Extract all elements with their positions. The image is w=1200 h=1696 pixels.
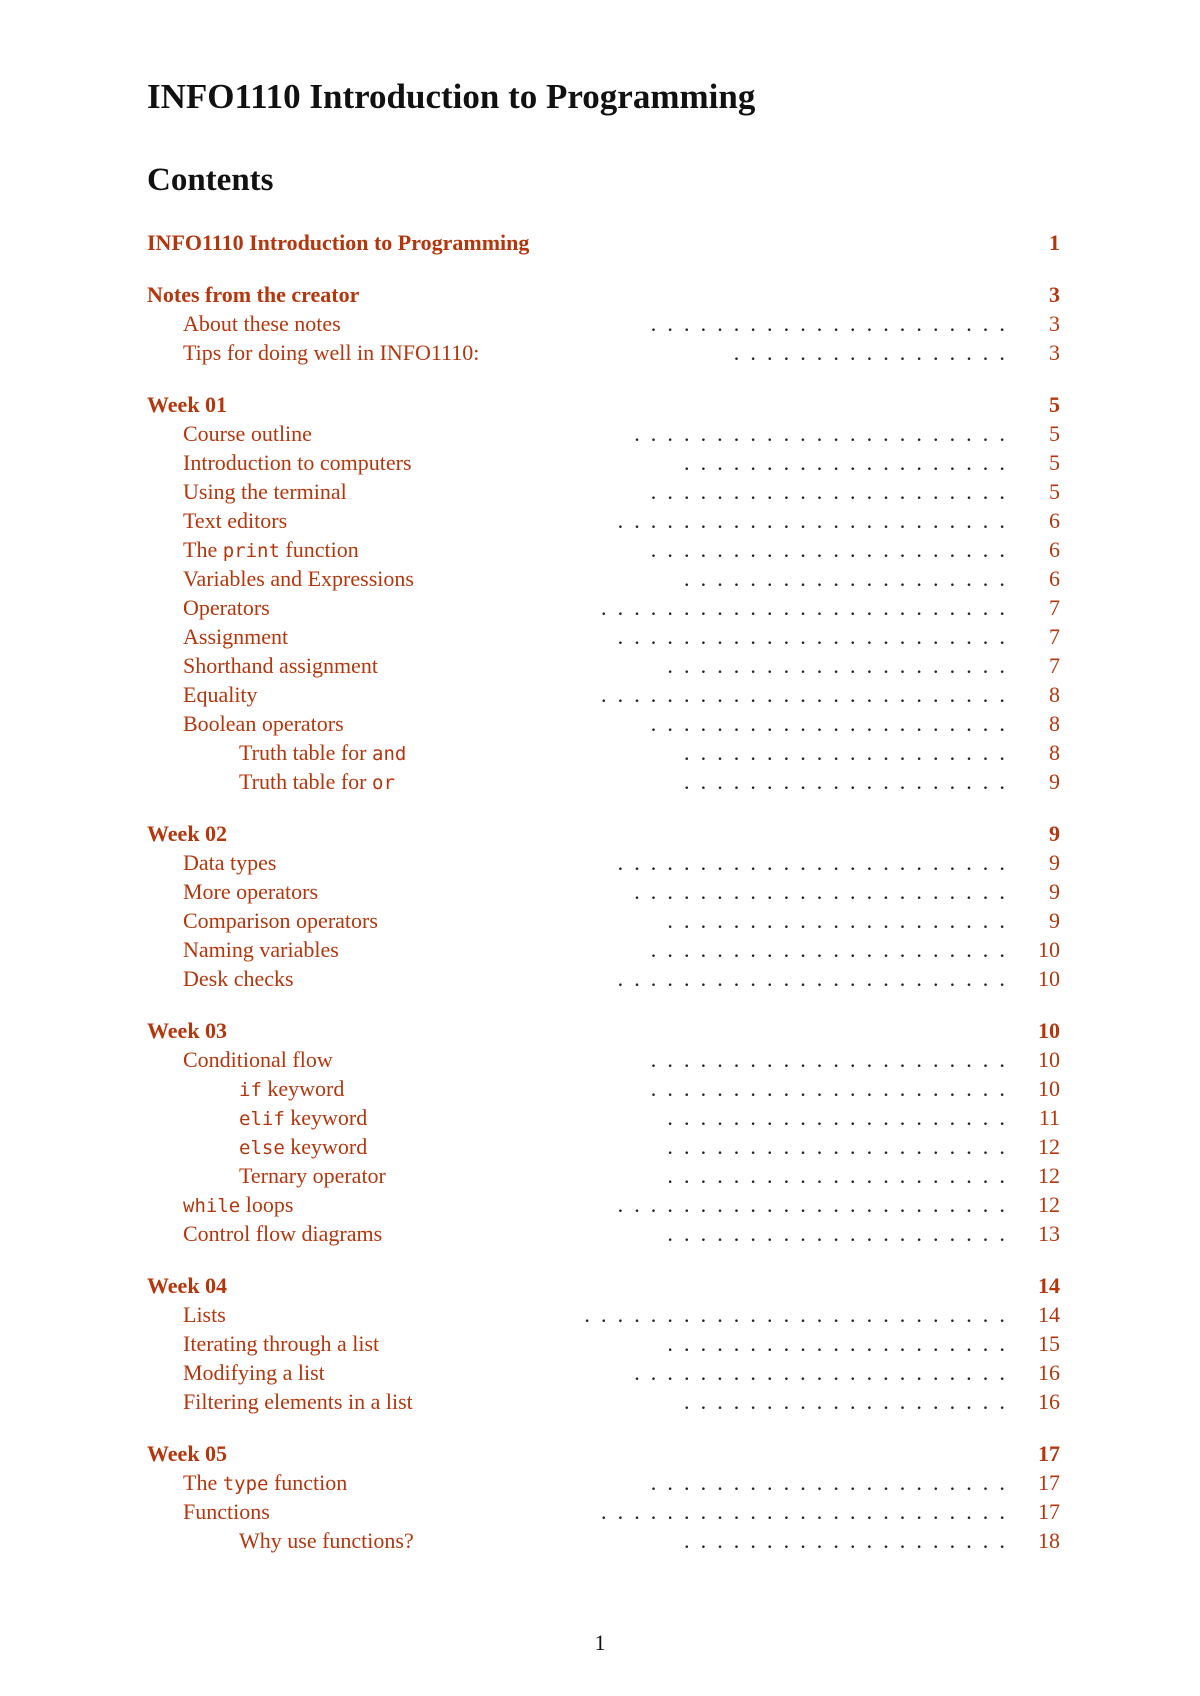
toc-entry-label[interactable]: Control flow diagrams bbox=[183, 1221, 383, 1246]
toc-entry[interactable] bbox=[147, 709, 1060, 738]
toc-entry[interactable] bbox=[147, 448, 1060, 477]
toc-entry-code: type bbox=[222, 1473, 269, 1495]
toc-entry-label-text: keyword bbox=[284, 1134, 368, 1159]
toc-leader-dots: .................... bbox=[684, 1389, 1016, 1414]
toc-leader-dots: ......................... bbox=[601, 682, 1016, 707]
toc-entry-label[interactable] bbox=[239, 1132, 367, 1163]
toc-entry-label[interactable]: Filtering elements in a list bbox=[183, 1389, 413, 1414]
toc-entry-code: elif bbox=[239, 1108, 285, 1130]
toc-page-number[interactable]: 15 bbox=[1038, 1331, 1060, 1356]
toc-page-number[interactable]: 9 bbox=[1049, 908, 1060, 933]
toc-leader-dots: ........................ bbox=[617, 624, 1016, 649]
toc-entry-label[interactable]: Iterating through a list bbox=[183, 1331, 380, 1356]
toc-leader-dots: ...................... bbox=[650, 311, 1016, 336]
toc-entry-label[interactable]: Course outline bbox=[183, 421, 312, 446]
toc-leader-dots: ................. bbox=[733, 340, 1016, 365]
toc-page-number[interactable]: 5 bbox=[1049, 421, 1060, 446]
toc-entry[interactable] bbox=[147, 738, 1060, 767]
toc-entry-label[interactable]: Notes from the creator bbox=[147, 282, 360, 307]
toc-page-number[interactable]: 6 bbox=[1049, 508, 1060, 533]
toc-page-number[interactable]: 8 bbox=[1049, 711, 1060, 736]
toc-entry-code: else bbox=[239, 1137, 285, 1159]
toc-leader-dots: ...................... bbox=[650, 937, 1016, 962]
toc-entry-label[interactable]: Variables and Expressions bbox=[183, 566, 414, 591]
toc-entry-label-text: function bbox=[279, 537, 359, 562]
toc-leader-dots: ....................... bbox=[634, 1360, 1016, 1385]
toc-section-entry[interactable] bbox=[147, 819, 1060, 848]
toc-leader-dots: ..................... bbox=[667, 1163, 1016, 1188]
toc-entry-label[interactable] bbox=[183, 1190, 293, 1221]
page-number: 1 bbox=[594, 1630, 606, 1655]
toc-page-number[interactable]: 17 bbox=[1038, 1441, 1060, 1466]
toc-entry-label[interactable]: Ternary operator bbox=[239, 1163, 386, 1188]
toc-entry-label[interactable] bbox=[239, 738, 406, 769]
toc-leader-dots: ...................... bbox=[650, 1047, 1016, 1072]
toc-entry-label[interactable]: Lists bbox=[183, 1302, 226, 1327]
toc-page-number[interactable]: 10 bbox=[1038, 1018, 1060, 1043]
toc-entry-label[interactable]: Conditional flow bbox=[183, 1047, 333, 1072]
toc-leader-dots: ........................ bbox=[617, 966, 1016, 991]
toc-entry[interactable] bbox=[147, 622, 1060, 651]
toc-page-number[interactable]: 12 bbox=[1038, 1163, 1060, 1188]
toc-page-number[interactable]: 1 bbox=[1049, 230, 1060, 255]
toc-page-number[interactable]: 3 bbox=[1049, 311, 1060, 336]
toc-leader-dots: ..................... bbox=[667, 908, 1016, 933]
toc-entry-label[interactable]: About these notes bbox=[183, 311, 341, 336]
toc-section-entry[interactable] bbox=[147, 280, 1060, 309]
toc-entry[interactable] bbox=[147, 906, 1060, 935]
toc-page-number[interactable]: 5 bbox=[1049, 392, 1060, 417]
toc-entry[interactable] bbox=[147, 338, 1060, 367]
toc-entry-label[interactable] bbox=[239, 767, 395, 798]
toc-leader-dots: ..................... bbox=[667, 1134, 1016, 1159]
toc-page-number[interactable]: 9 bbox=[1049, 821, 1060, 846]
toc-entry-label-text: loops bbox=[240, 1192, 294, 1217]
toc-leader-dots: ...................... bbox=[650, 711, 1016, 736]
toc-leader-dots: .......................... bbox=[584, 1302, 1016, 1327]
toc-page-number[interactable]: 9 bbox=[1049, 769, 1060, 794]
document-title: INFO1110 Introduction to Programming bbox=[147, 77, 756, 116]
toc-entry[interactable] bbox=[147, 477, 1060, 506]
toc-entry[interactable] bbox=[147, 1358, 1060, 1387]
toc-entry[interactable] bbox=[147, 1161, 1060, 1190]
toc-entry-code: or bbox=[372, 772, 395, 794]
toc-page-number[interactable]: 12 bbox=[1038, 1192, 1060, 1217]
toc-entry-label[interactable]: Boolean operators bbox=[183, 711, 344, 736]
toc-entry[interactable] bbox=[147, 877, 1060, 906]
toc-page-number[interactable]: 8 bbox=[1049, 740, 1060, 765]
toc-entry[interactable] bbox=[147, 1074, 1060, 1103]
toc-entry[interactable] bbox=[147, 535, 1060, 564]
toc-entry-code: if bbox=[239, 1079, 262, 1101]
toc-entry-label-text: The bbox=[183, 537, 223, 562]
toc-leader-dots: ........................ bbox=[617, 1192, 1016, 1217]
toc-page-number[interactable]: 6 bbox=[1049, 537, 1060, 562]
toc-entry-label-text: function bbox=[268, 1470, 348, 1495]
toc-entry[interactable] bbox=[147, 1103, 1060, 1132]
toc-leader-dots: ..................... bbox=[667, 1221, 1016, 1246]
toc-entry[interactable] bbox=[147, 564, 1060, 593]
toc-entry-label[interactable]: Modifying a list bbox=[183, 1360, 325, 1385]
toc-page-number[interactable]: 3 bbox=[1049, 282, 1060, 307]
toc-leader-dots: ......................... bbox=[601, 595, 1016, 620]
toc-leader-dots: ..................... bbox=[667, 1331, 1016, 1356]
toc-section-entry[interactable] bbox=[147, 1271, 1060, 1300]
toc-entry-label[interactable]: Week 05 bbox=[147, 1441, 228, 1466]
toc-leader-dots: .................... bbox=[684, 450, 1016, 475]
toc-entry-label[interactable]: Equality bbox=[183, 682, 258, 707]
toc-section-entry[interactable] bbox=[147, 228, 1060, 257]
toc-page-number[interactable]: 7 bbox=[1049, 653, 1060, 678]
toc-entry[interactable] bbox=[147, 1300, 1060, 1329]
toc-leader-dots: ....................... bbox=[634, 879, 1016, 904]
toc-leader-dots: ...................... bbox=[650, 1076, 1016, 1101]
toc-leader-dots: .................... bbox=[684, 769, 1016, 794]
toc-leader-dots: ..................... bbox=[667, 1105, 1016, 1130]
toc-page-number[interactable]: 12 bbox=[1038, 1134, 1060, 1159]
toc-entry[interactable] bbox=[147, 419, 1060, 448]
toc-page-number[interactable]: 14 bbox=[1038, 1302, 1060, 1327]
toc-entry[interactable] bbox=[147, 1468, 1060, 1497]
toc-page-number[interactable]: 6 bbox=[1049, 566, 1060, 591]
toc-page-number[interactable]: 5 bbox=[1049, 479, 1060, 504]
contents-heading: Contents bbox=[147, 162, 274, 198]
toc-entry-label[interactable]: INFO1110 Introduction to Programming bbox=[147, 230, 530, 255]
toc-entry[interactable] bbox=[147, 935, 1060, 964]
toc-leader-dots: ...................... bbox=[650, 537, 1016, 562]
toc-leader-dots: ........................ bbox=[617, 508, 1016, 533]
toc-page-number[interactable]: 3 bbox=[1049, 340, 1060, 365]
toc-page-number[interactable]: 11 bbox=[1038, 1105, 1060, 1130]
toc-entry-label[interactable]: Introduction to computers bbox=[183, 450, 412, 475]
toc-entry[interactable] bbox=[147, 1329, 1060, 1358]
toc-entry-label[interactable]: Tips for doing well in INFO1110: bbox=[183, 340, 480, 365]
toc-entry-label[interactable]: Operators bbox=[183, 595, 270, 620]
toc-page-number[interactable]: 9 bbox=[1049, 879, 1060, 904]
toc-entry-label[interactable]: Week 02 bbox=[147, 821, 228, 846]
toc-page-number[interactable]: 7 bbox=[1049, 595, 1060, 620]
toc-entry[interactable] bbox=[147, 767, 1060, 796]
toc-leader-dots: .................... bbox=[684, 1528, 1016, 1553]
toc-entry-label[interactable]: Text editors bbox=[183, 508, 288, 533]
toc-page-number[interactable]: 16 bbox=[1038, 1360, 1060, 1385]
toc-entry-code: print bbox=[222, 540, 280, 562]
toc-leader-dots: ........................ bbox=[617, 850, 1016, 875]
toc-entry-label[interactable]: Week 01 bbox=[147, 392, 228, 417]
toc-entry[interactable] bbox=[147, 506, 1060, 535]
table-of-contents bbox=[147, 228, 1060, 1555]
toc-section-entry[interactable] bbox=[147, 1439, 1060, 1468]
toc-entry-label[interactable]: Week 03 bbox=[147, 1018, 228, 1043]
toc-page-number[interactable]: 10 bbox=[1038, 937, 1060, 962]
toc-entry[interactable] bbox=[147, 1190, 1060, 1219]
toc-page-number[interactable]: 5 bbox=[1049, 450, 1060, 475]
toc-page-number[interactable]: 18 bbox=[1038, 1528, 1060, 1553]
toc-page-number[interactable]: 17 bbox=[1038, 1499, 1060, 1524]
toc-leader-dots: ....................... bbox=[634, 421, 1016, 446]
toc-leader-dots: .................... bbox=[684, 740, 1016, 765]
toc-entry-label[interactable] bbox=[183, 1468, 347, 1499]
toc-entry-label[interactable] bbox=[239, 1074, 344, 1105]
toc-entry[interactable] bbox=[147, 1387, 1060, 1416]
toc-entry[interactable] bbox=[147, 1526, 1060, 1555]
toc-entry-label[interactable]: Desk checks bbox=[183, 966, 294, 991]
toc-entry-code: while bbox=[183, 1195, 241, 1217]
toc-entry-label[interactable]: Shorthand assignment bbox=[183, 653, 378, 678]
toc-page-number[interactable]: 14 bbox=[1038, 1273, 1060, 1298]
toc-entry[interactable] bbox=[147, 1045, 1060, 1074]
toc-entry-label-text: Truth table for bbox=[239, 769, 373, 794]
toc-entry-label[interactable]: More operators bbox=[183, 879, 319, 904]
toc-page-number[interactable]: 16 bbox=[1038, 1389, 1060, 1414]
toc-entry[interactable] bbox=[147, 1132, 1060, 1161]
toc-entry[interactable] bbox=[147, 1219, 1060, 1248]
toc-entry[interactable] bbox=[147, 680, 1060, 709]
toc-entry-label-text: Truth table for bbox=[239, 740, 373, 765]
toc-page-number[interactable]: 9 bbox=[1049, 850, 1060, 875]
toc-entry-label[interactable]: Data types bbox=[183, 850, 277, 875]
toc-entry[interactable] bbox=[147, 309, 1060, 338]
toc-page-number[interactable]: 7 bbox=[1049, 624, 1060, 649]
toc-entry-label[interactable]: Week 04 bbox=[147, 1273, 228, 1298]
toc-entry-label[interactable]: Assignment bbox=[183, 624, 289, 649]
toc-entry-label-text: The bbox=[183, 1470, 223, 1495]
toc-entry-label-text: keyword bbox=[284, 1105, 368, 1130]
toc-entry[interactable] bbox=[147, 848, 1060, 877]
toc-entry[interactable] bbox=[147, 1497, 1060, 1526]
toc-entry-label[interactable]: Comparison operators bbox=[183, 908, 378, 933]
toc-page-number[interactable]: 17 bbox=[1038, 1470, 1060, 1495]
toc-entry[interactable] bbox=[147, 651, 1060, 680]
toc-page-number[interactable]: 13 bbox=[1038, 1221, 1060, 1246]
toc-leader-dots: .................... bbox=[684, 566, 1016, 591]
toc-leader-dots: ...................... bbox=[650, 1470, 1016, 1495]
toc-page-number[interactable]: 10 bbox=[1038, 1047, 1060, 1072]
toc-entry-code: and bbox=[372, 743, 407, 765]
toc-entry-label[interactable]: Functions bbox=[183, 1499, 270, 1524]
toc-leader-dots: ...................... bbox=[650, 479, 1016, 504]
toc-section-entry[interactable] bbox=[147, 390, 1060, 419]
toc-entry-label[interactable] bbox=[183, 535, 359, 566]
toc-page-number[interactable]: 10 bbox=[1038, 1076, 1060, 1101]
toc-entry[interactable] bbox=[147, 593, 1060, 622]
toc-entry-label[interactable]: Why use functions? bbox=[239, 1528, 414, 1553]
toc-entry-label-text: keyword bbox=[261, 1076, 345, 1101]
toc-leader-dots: ......................... bbox=[601, 1499, 1016, 1524]
toc-page-number[interactable]: 10 bbox=[1038, 966, 1060, 991]
toc-section-entry[interactable] bbox=[147, 1016, 1060, 1045]
toc-entry-label[interactable]: Naming variables bbox=[183, 937, 339, 962]
toc-leader-dots: ..................... bbox=[667, 653, 1016, 678]
toc-page-number[interactable]: 8 bbox=[1049, 682, 1060, 707]
toc-entry-label[interactable] bbox=[239, 1103, 367, 1134]
toc-entry[interactable] bbox=[147, 964, 1060, 993]
toc-entry-label[interactable]: Using the terminal bbox=[183, 479, 347, 504]
